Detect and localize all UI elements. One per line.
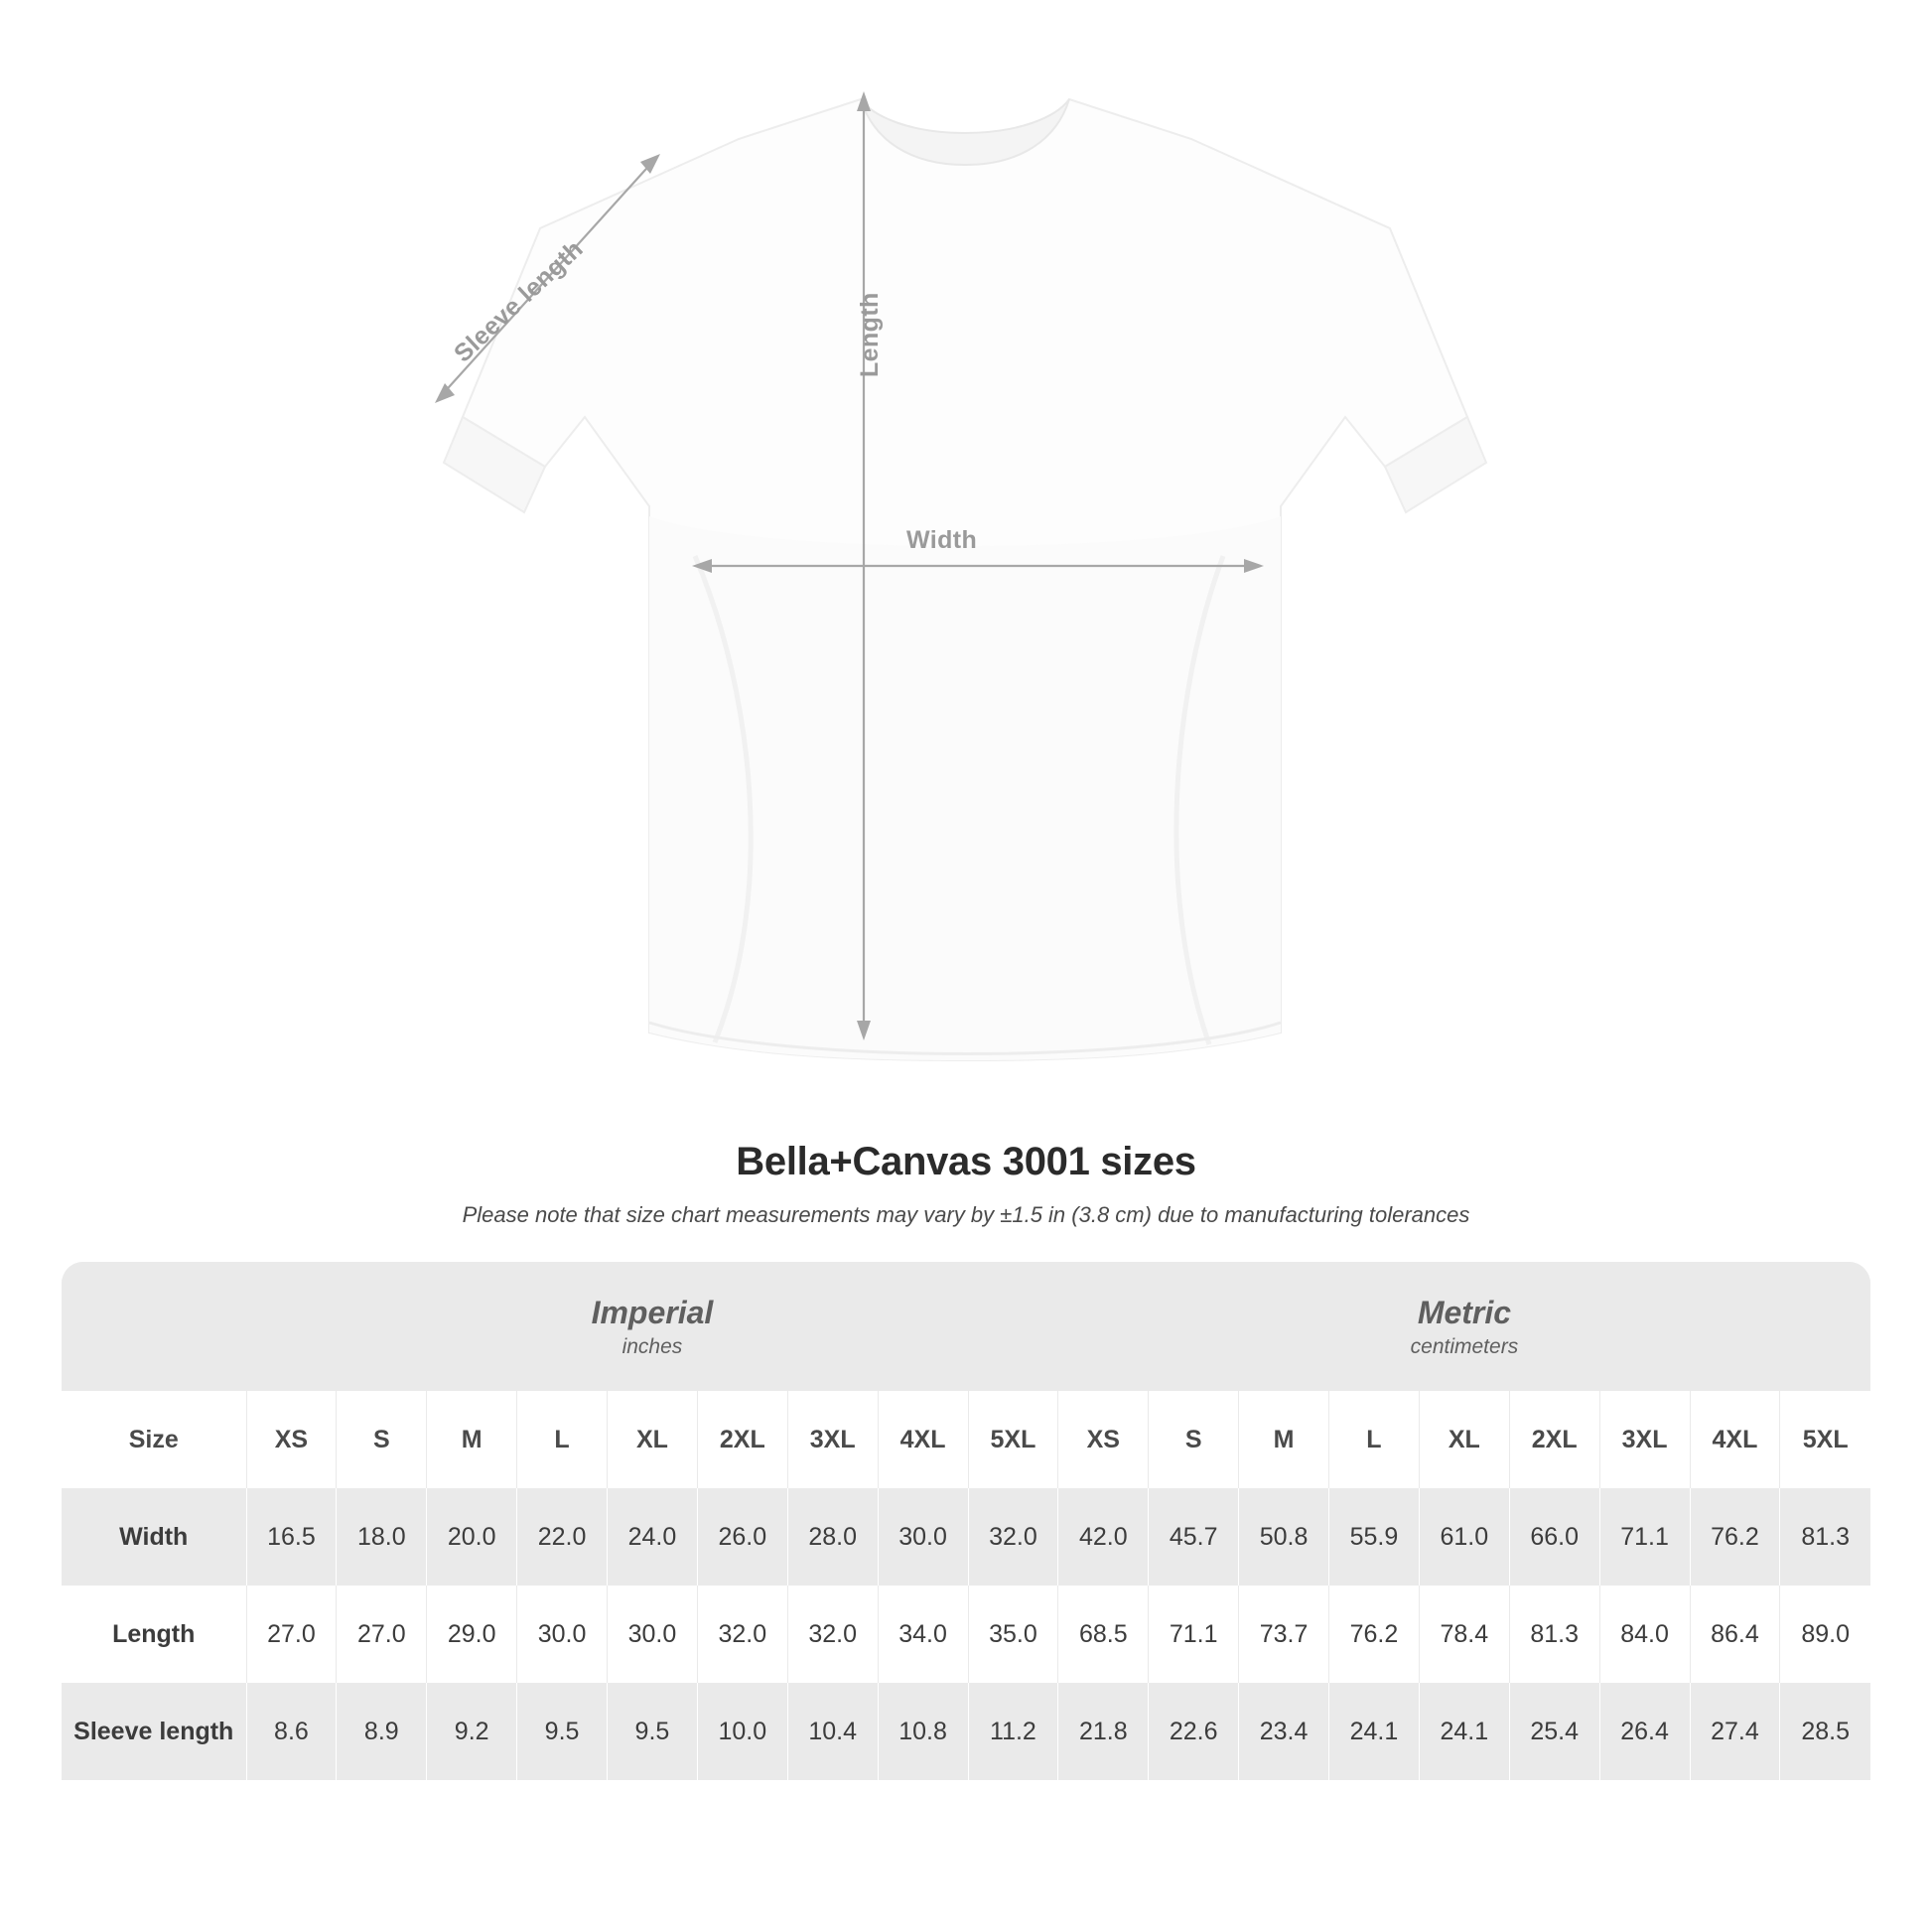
size-row [62, 1391, 1870, 1488]
value-cell: 61.0 [1419, 1488, 1509, 1586]
value-cell: 20.0 [427, 1488, 517, 1586]
value-cell: 10.8 [878, 1683, 968, 1780]
value-cell: 76.2 [1329, 1586, 1420, 1683]
value-cell: 9.5 [608, 1683, 698, 1780]
size-cell: 2XL [697, 1391, 787, 1488]
tolerance-note: Please note that size chart measurements may vary by ±1.5 in (3.8 cm) due to manufacturing tolerances [462, 1202, 1470, 1227]
unit-header-spacer [62, 1262, 246, 1391]
value-cell: 30.0 [878, 1488, 968, 1586]
value-cell: 24.1 [1419, 1683, 1509, 1780]
table-row [62, 1586, 1870, 1683]
table-row [62, 1683, 1870, 1780]
value-cell: 30.0 [517, 1586, 608, 1683]
size-cell: L [517, 1391, 608, 1488]
value-cell: 24.0 [608, 1488, 698, 1586]
unit-system-metric: Metric [1417, 1294, 1512, 1330]
value-cell: 10.0 [697, 1683, 787, 1780]
value-cell: 30.0 [608, 1586, 698, 1683]
value-cell: 71.1 [1599, 1488, 1690, 1586]
value-cell: 28.0 [787, 1488, 878, 1586]
size-chart-table [62, 1262, 1870, 1780]
sleeve-length-label: Sleeve length [449, 234, 589, 368]
value-cell: 26.4 [1599, 1683, 1690, 1780]
size-cell: 5XL [1780, 1391, 1870, 1488]
table-row [62, 1488, 1870, 1586]
value-cell: 27.0 [337, 1586, 427, 1683]
value-cell: 66.0 [1509, 1488, 1599, 1586]
unit-header-metric [1058, 1262, 1870, 1391]
unit-header-row [62, 1262, 1870, 1391]
title-block [0, 1140, 1932, 1228]
value-cell: 89.0 [1780, 1586, 1870, 1683]
value-cell: 28.5 [1780, 1683, 1870, 1780]
value-cell: 16.5 [246, 1488, 337, 1586]
value-cell: 32.0 [697, 1586, 787, 1683]
value-cell: 26.0 [697, 1488, 787, 1586]
size-cell: S [337, 1391, 427, 1488]
unit-header-imperial [246, 1262, 1058, 1391]
tshirt-shape [444, 99, 1486, 1060]
size-row-label: Size [62, 1391, 246, 1488]
size-cell: 4XL [1690, 1391, 1780, 1488]
size-cell: L [1329, 1391, 1420, 1488]
value-cell: 50.8 [1239, 1488, 1329, 1586]
value-cell: 11.2 [968, 1683, 1058, 1780]
value-cell: 22.6 [1149, 1683, 1239, 1780]
value-cell: 22.0 [517, 1488, 608, 1586]
value-cell: 21.8 [1058, 1683, 1149, 1780]
value-cell: 24.1 [1329, 1683, 1420, 1780]
value-cell: 68.5 [1058, 1586, 1149, 1683]
value-cell: 35.0 [968, 1586, 1058, 1683]
row-label-sleeve-length: Sleeve length [62, 1683, 246, 1780]
value-cell: 73.7 [1239, 1586, 1329, 1683]
unit-system-imperial: Imperial [591, 1294, 714, 1330]
page-title: Bella+Canvas 3001 sizes [736, 1140, 1196, 1183]
value-cell: 9.2 [427, 1683, 517, 1780]
size-cell: 2XL [1509, 1391, 1599, 1488]
size-cell: XL [1419, 1391, 1509, 1488]
value-cell: 55.9 [1329, 1488, 1420, 1586]
value-cell: 23.4 [1239, 1683, 1329, 1780]
value-cell: 71.1 [1149, 1586, 1239, 1683]
size-cell: XS [246, 1391, 337, 1488]
size-cell: M [1239, 1391, 1329, 1488]
row-label-length: Length [62, 1586, 246, 1683]
value-cell: 8.9 [337, 1683, 427, 1780]
unit-sub-metric: centimeters [1410, 1335, 1519, 1359]
value-cell: 76.2 [1690, 1488, 1780, 1586]
value-cell: 29.0 [427, 1586, 517, 1683]
value-cell: 10.4 [787, 1683, 878, 1780]
size-cell: XS [1058, 1391, 1149, 1488]
size-cell: M [427, 1391, 517, 1488]
size-cell: 3XL [1599, 1391, 1690, 1488]
value-cell: 9.5 [517, 1683, 608, 1780]
width-label: Width [906, 526, 978, 554]
length-label: Length [856, 292, 884, 377]
unit-sub-imperial: inches [621, 1335, 683, 1359]
value-cell: 78.4 [1419, 1586, 1509, 1683]
size-cell: S [1149, 1391, 1239, 1488]
row-label-width: Width [62, 1488, 246, 1586]
value-cell: 42.0 [1058, 1488, 1149, 1586]
value-cell: 81.3 [1780, 1488, 1870, 1586]
value-cell: 81.3 [1509, 1586, 1599, 1683]
value-cell: 34.0 [878, 1586, 968, 1683]
value-cell: 32.0 [968, 1488, 1058, 1586]
size-cell: 3XL [787, 1391, 878, 1488]
value-cell: 25.4 [1509, 1683, 1599, 1780]
value-cell: 8.6 [246, 1683, 337, 1780]
value-cell: 27.4 [1690, 1683, 1780, 1780]
value-cell: 45.7 [1149, 1488, 1239, 1586]
value-cell: 86.4 [1690, 1586, 1780, 1683]
size-chart-table-wrap [62, 1262, 1870, 1780]
value-cell: 18.0 [337, 1488, 427, 1586]
size-cell: 5XL [968, 1391, 1058, 1488]
value-cell: 32.0 [787, 1586, 878, 1683]
value-cell: 27.0 [246, 1586, 337, 1683]
size-cell: 4XL [878, 1391, 968, 1488]
size-cell: XL [608, 1391, 698, 1488]
value-cell: 84.0 [1599, 1586, 1690, 1683]
